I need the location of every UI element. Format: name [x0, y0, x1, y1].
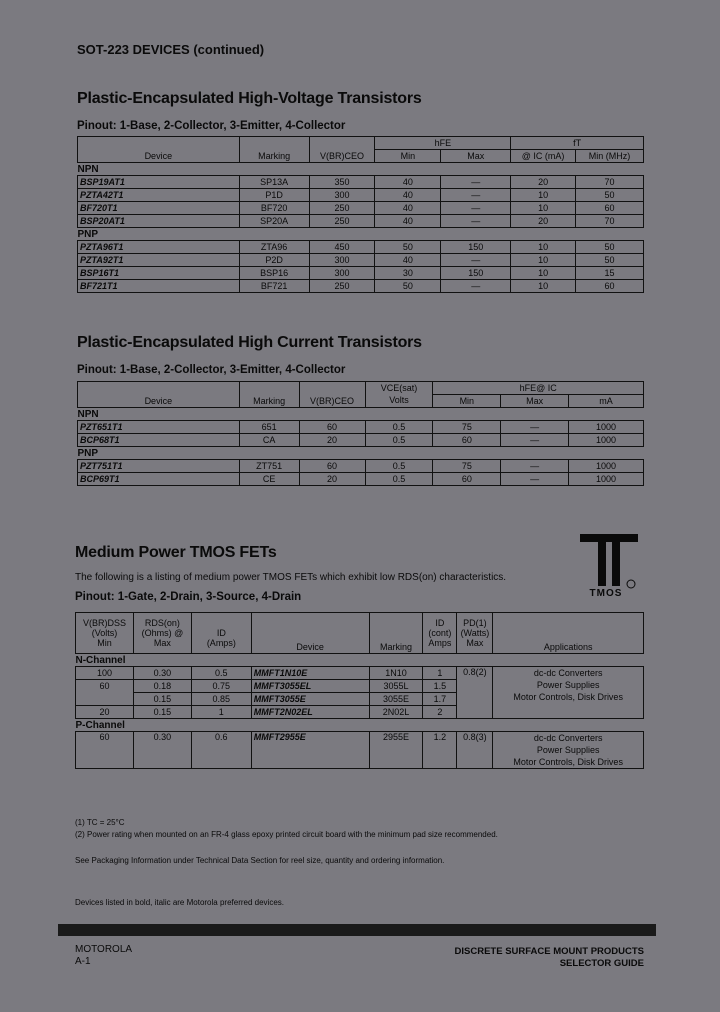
section-title-tmos: Medium Power TMOS FETs [75, 544, 277, 561]
group-pnp: PNP [77, 447, 99, 459]
col-vbr: V(BR)CEO [309, 137, 375, 163]
pinout-tmos: Pinout: 1-Gate, 2-Drain, 3-Source, 4-Drain [75, 591, 302, 603]
col-min: Min [433, 395, 501, 408]
table-row: BF721T1 BF721 250 50 — 10 60 [78, 280, 644, 293]
group-pch: P-Channel [75, 719, 125, 731]
section-title-hc: Plastic-Encapsulated High Current Transistors [77, 334, 422, 351]
p-apps: dc-dc Converters Power Supplies Motor Controls, Disk Drives [493, 732, 644, 769]
table-row: BCP68T1 CA 20 0.5 60 — 1000 [78, 434, 644, 447]
footer-subtitle: SELECTOR GUIDE [559, 958, 644, 969]
col-vce: VCE(sat) [365, 382, 433, 395]
col-marking: Marking [369, 613, 423, 654]
col-minmhz: Min (MHz) [576, 150, 644, 163]
col-hfeic: hFE@ IC [433, 382, 644, 395]
table-row: PZT651T1 651 60 0.5 75 — 1000 [78, 421, 644, 434]
section-title-hv: Plastic-Encapsulated High-Voltage Transistors [77, 90, 422, 107]
table-tmos [75, 612, 644, 769]
table-row: PZT751T1 ZT751 60 0.5 75 — 1000 [78, 460, 644, 473]
col-idcont: ID (cont) Amps [423, 613, 457, 654]
table-row: 60 0.30 0.6 MMFT2955E 2955E 1.2 0.8(3) dc-dc Converters Power Supplies Motor Controls, Disk Drives [76, 732, 644, 769]
col-max: Max [441, 150, 511, 163]
table-hv [77, 136, 644, 293]
table-row: 0.15 0.85 MMFT3055E 3055E 1.7 [76, 693, 644, 706]
footer-rule [58, 924, 656, 936]
table-row: PZTA42T1 P1D 300 40 — 10 50 [78, 189, 644, 202]
footer-page: A-1 [75, 956, 91, 967]
table-row: 20 0.15 1 MMFT2N02EL 2N02L 2 [76, 706, 644, 719]
col-hfe: hFE [375, 137, 511, 150]
col-marking: Marking [239, 382, 299, 408]
group-pnp: PNP [77, 228, 99, 240]
tmos-intro: The following is a listing of medium power TMOS FETs which exhibit low RDS(on) characteristics. [75, 572, 507, 583]
group-npn: NPN [77, 408, 99, 420]
table-row: BF720T1 BF720 250 40 — 10 60 [78, 202, 644, 215]
table-hc [77, 381, 644, 486]
n-apps: dc-dc Converters Power Supplies Motor Controls, Disk Drives [493, 667, 644, 719]
col-pd: PD(1) (Watts) Max [457, 613, 493, 654]
col-volts: Volts [365, 395, 433, 408]
table-row: 60 0.18 0.75 MMFT3055EL 3055L 1.5 [76, 680, 644, 693]
col-device: Device [78, 382, 240, 408]
tmos-logo-text: TMOS [589, 588, 623, 599]
pinout-hv: Pinout: 1-Base, 2-Collector, 3-Emitter, 4-Collector [77, 120, 346, 132]
col-apps: Applications [493, 613, 644, 654]
col-ft: fT [511, 137, 644, 150]
col-marking: Marking [239, 137, 309, 163]
col-atic: @ IC (mA) [511, 150, 576, 163]
col-id: ID (Amps) [191, 613, 251, 654]
page-header: SOT-223 DEVICES (continued) [77, 42, 265, 57]
footnote-2: (2) Power rating when mounted on an FR-4 glass epoxy printed circuit board with the minimum pad size recommended. [75, 830, 498, 839]
group-npn: NPN [77, 163, 99, 175]
group-nch: N-Channel [75, 654, 126, 666]
n-pd: 0.8(2) [457, 667, 493, 719]
col-ma: mA [569, 395, 644, 408]
table-row: 100 0.30 0.5 MMFT1N10E 1N10 1 0.8(2) dc-dc Converters Power Supplies Motor Controls, Disk Drives [76, 667, 644, 680]
col-min: Min [375, 150, 441, 163]
pinout-hc: Pinout: 1-Base, 2-Collector, 3-Emitter, 4-Collector [77, 364, 346, 376]
footnote-1: (1) TC = 25°C [75, 818, 125, 827]
col-vbr: V(BR)DSS (Volts) Min [76, 613, 134, 654]
table-row: PZTA96T1 ZTA96 450 50 150 10 50 [78, 241, 644, 254]
table-row: BSP19AT1 SP13A 350 40 — 20 70 [78, 176, 644, 189]
footer-title: DISCRETE SURFACE MOUNT PRODUCTS [454, 946, 644, 957]
table-row: BCP69T1 CE 20 0.5 60 — 1000 [78, 473, 644, 486]
table-row: PZTA92T1 P2D 300 40 — 10 50 [78, 254, 644, 267]
packaging-note: See Packaging Information under Technical Data Section for reel size, quantity and ordering information. [75, 856, 445, 865]
col-rds: RDS(on) (Ohms) @ Max [133, 613, 191, 654]
table-row: BSP16T1 BSP16 300 30 150 10 15 [78, 267, 644, 280]
col-vbr: V(BR)CEO [299, 382, 365, 408]
col-device: Device [78, 137, 240, 163]
col-max: Max [501, 395, 569, 408]
footer-brand: MOTOROLA [75, 944, 133, 955]
table-row: BSP20AT1 SP20A 250 40 — 20 70 [78, 215, 644, 228]
tmos-logo [576, 528, 642, 604]
col-device: Device [251, 613, 369, 654]
preferred-note: Devices listed in bold, italic are Motorola preferred devices. [75, 898, 284, 907]
